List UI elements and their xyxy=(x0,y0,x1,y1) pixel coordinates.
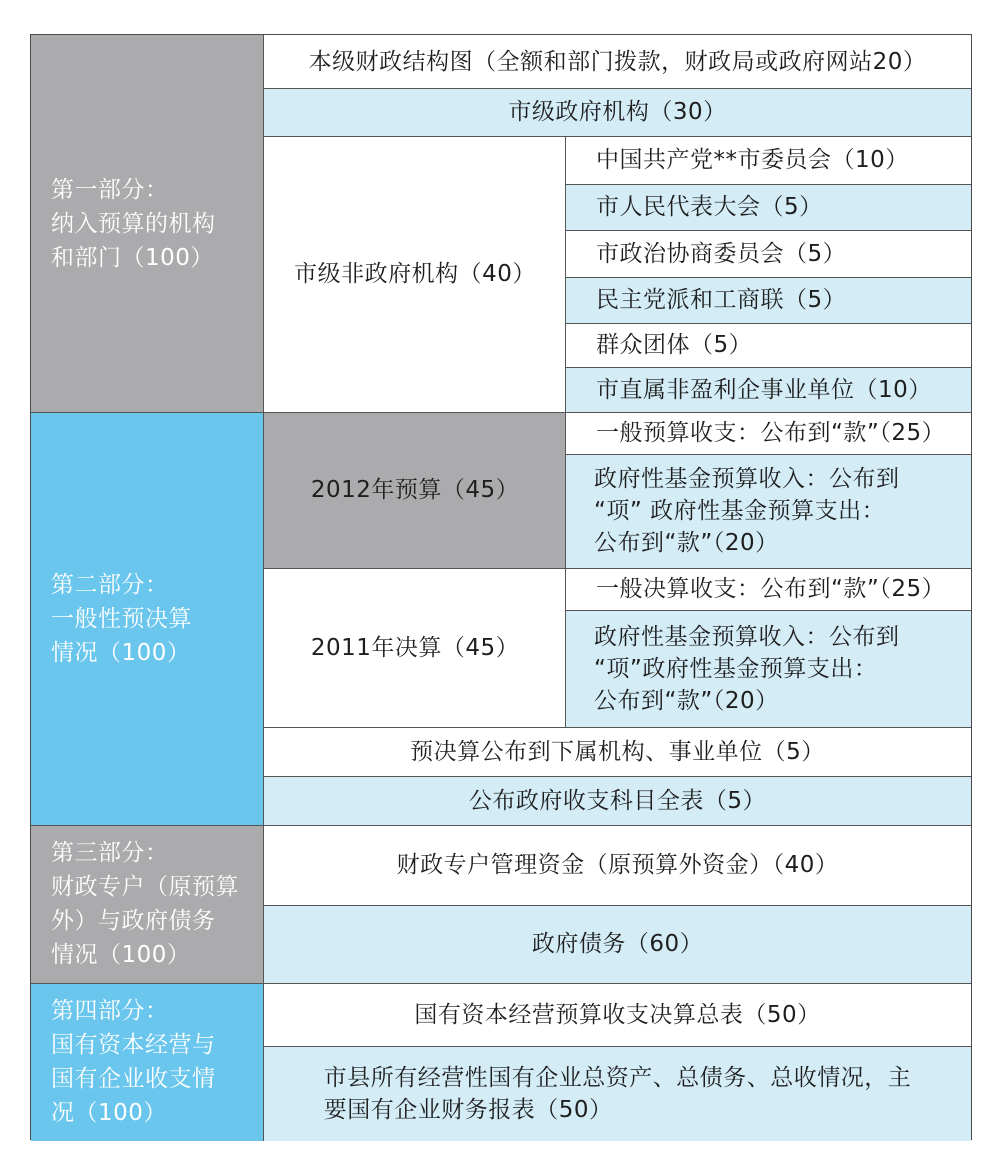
grid-line xyxy=(264,776,971,777)
grid-line xyxy=(565,136,566,727)
section-3-header xyxy=(31,825,264,983)
grid-line xyxy=(566,184,971,185)
budget-2012-item-line: “项” 政府性基金预算支出： xyxy=(594,498,886,524)
budget-2012-item-label: 一般预算收支：公布到“款”（25） xyxy=(596,420,946,446)
gov-debt-row xyxy=(264,905,971,983)
gov-debt-label: 政府债务（60） xyxy=(531,931,704,957)
nongov-item-row xyxy=(566,230,971,277)
final-2011-item-row xyxy=(566,610,971,727)
nongov-item-row xyxy=(566,184,971,230)
final-2011-item-line: “项”政府性基金预算支出： xyxy=(594,655,878,682)
section-3-line: 外）与政府债务 xyxy=(51,908,216,934)
grid-line xyxy=(264,568,971,569)
grid-line xyxy=(264,1046,971,1047)
section-4-line: 国有资本经营与 xyxy=(51,1032,216,1058)
section-2-line: 一般性预决算 xyxy=(51,605,192,632)
grid-line xyxy=(566,367,971,368)
state-capital-label: 国有资本经营预算收支决算总表（50） xyxy=(414,1001,821,1028)
budget-2012-item-row xyxy=(566,454,971,568)
final-2011-cell xyxy=(264,568,566,727)
gov-org-label: 市级政府机构（30） xyxy=(508,99,727,125)
section-4-line: 国有企业收支情 xyxy=(51,1066,216,1092)
nongov-item-row xyxy=(566,367,971,412)
section-3-line: 情况（100） xyxy=(51,942,191,968)
grid-line xyxy=(566,610,971,611)
section-1-line: 和部门（100） xyxy=(51,244,214,271)
nongov-item-label: 中国共产党**市委员会（10） xyxy=(596,147,909,173)
grid-line xyxy=(264,88,971,89)
publish-table-label: 公布政府收支科目全表（5） xyxy=(468,787,767,814)
final-2011-label: 2011年决算（45） xyxy=(310,634,520,661)
soe-finance-line: 市县所有经营性国有企业总资产、总债务、总收情况，主 xyxy=(323,1064,912,1091)
section-3-line: 财政专户（原预算 xyxy=(51,874,239,900)
section-1-header xyxy=(31,35,264,412)
grid-line xyxy=(566,454,971,455)
section-4-title: 第四部分： xyxy=(51,998,169,1024)
grid-line xyxy=(31,983,971,984)
budget-2012-cell xyxy=(264,412,566,568)
section-1-line: 纳入预算的机构 xyxy=(51,210,216,237)
section-4-line: 况（100） xyxy=(51,1100,167,1126)
nongov-item-row xyxy=(566,277,971,323)
gov-org-row xyxy=(264,88,971,136)
budget-2012-label: 2012年预算（45） xyxy=(310,477,520,503)
state-capital-row xyxy=(264,983,971,1046)
grid-line xyxy=(263,35,264,1141)
grid-line xyxy=(566,230,971,231)
soe-finance-line: 要国有企业财务报表（50） xyxy=(323,1096,613,1123)
grid-line xyxy=(264,905,971,906)
nongov-item-label: 市人民代表大会（5） xyxy=(596,194,823,220)
budget-2012-item-line: 政府性基金预算收入：公布到 xyxy=(594,466,900,492)
finance-structure-row xyxy=(264,35,971,88)
nongov-item-row xyxy=(566,323,971,367)
section-2-header xyxy=(31,412,264,825)
nongov-item-label: 市直属非盈利企事业单位（10） xyxy=(596,376,932,403)
final-2011-item-label: 一般决算收支：公布到“款”（25） xyxy=(596,576,946,602)
grid-line xyxy=(264,727,971,728)
final-2011-item-line: 政府性基金预算收入：公布到 xyxy=(594,623,900,650)
section-2-line: 情况（100） xyxy=(51,639,191,666)
budget-2012-item-row xyxy=(566,412,971,454)
grid-line xyxy=(566,277,971,278)
nongov-item-label: 群众团体（5） xyxy=(596,332,753,358)
budget-2012-item-line: 公布到“款”（20） xyxy=(594,530,779,556)
special-account-label: 财政专户管理资金（原预算外资金）（40） xyxy=(396,852,839,878)
nongov-item-label: 民主党派和工商联（5） xyxy=(596,287,847,313)
score-table xyxy=(30,34,972,1140)
grid-line xyxy=(264,136,971,137)
soe-finance-row xyxy=(264,1046,971,1141)
section-4-header xyxy=(31,983,264,1141)
final-2011-item-line: 公布到“款”（20） xyxy=(594,687,779,714)
nongov-item-label: 市政治协商委员会（5） xyxy=(596,240,847,267)
section-3-title: 第三部分： xyxy=(51,840,169,866)
special-account-row xyxy=(264,825,971,905)
grid-line xyxy=(566,323,971,324)
nongov-org-label: 市级非政府机构（40） xyxy=(294,261,536,287)
nongov-item-row xyxy=(566,136,971,184)
publish-sub-label: 预决算公布到下属机构、事业单位（5） xyxy=(410,738,825,765)
grid-line xyxy=(31,825,971,826)
finance-structure-label: 本级财政结构图（全额和部门拨款，财政局或政府网站20） xyxy=(308,48,927,75)
nongov-org-cell xyxy=(264,136,566,412)
final-2011-item-row xyxy=(566,568,971,610)
section-2-title: 第二部分： xyxy=(51,571,169,598)
publish-table-row xyxy=(264,776,971,825)
grid-line xyxy=(31,412,971,413)
section-1-title: 第一部分： xyxy=(51,176,169,203)
publish-sub-row xyxy=(264,727,971,776)
